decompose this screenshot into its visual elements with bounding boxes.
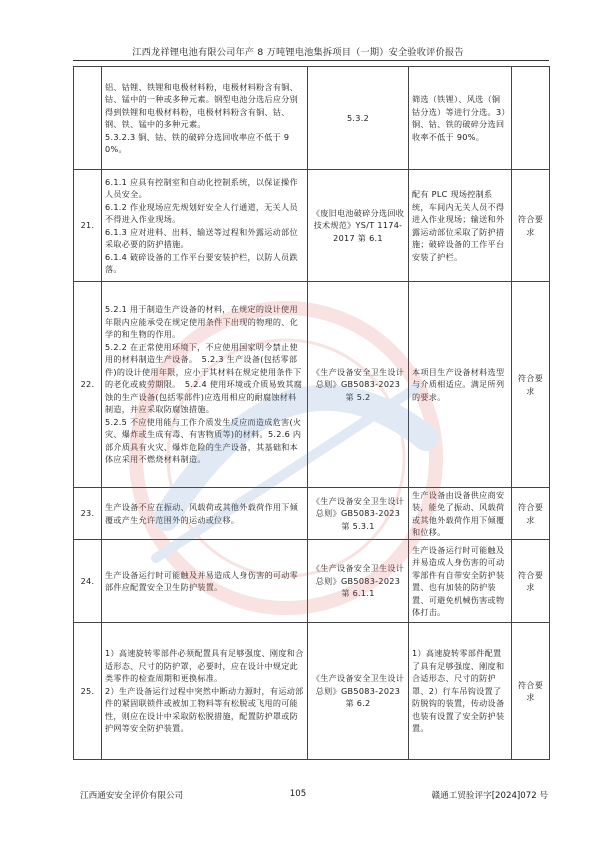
standard-cell [308, 170, 409, 282]
page-number: 105 [289, 789, 307, 799]
standard-cell [308, 67, 409, 170]
item-number [74, 67, 102, 170]
standard-cell [308, 540, 409, 623]
evaluation-table [73, 66, 550, 760]
standard-reference: 《生产设备安全卫生设计总则》GB5083-2023 第 6.2 [311, 673, 405, 709]
requirement-paragraph: 6.1.3 应对进料、出料、输送等过程和外露运动部位采取必要的防护措施。 [105, 226, 298, 249]
table-row [74, 540, 550, 623]
result-cell: 符合要求 [512, 488, 550, 540]
table-row [74, 623, 550, 760]
actual-situation-cell [409, 170, 512, 282]
requirement-cell [102, 488, 308, 540]
requirement-paragraph: 生产设备不应在振动、风载荷或其他外载荷作用下倾覆或产生允许范围外的运动或位移。 [105, 502, 299, 525]
actual-situation-cell [409, 540, 512, 623]
situation-paragraph: 本项目生产设备材料选型与介质相适应。满足所列的要求。 [412, 366, 505, 402]
requirement-paragraph: 2）生产设备运行过程中突然中断动力源时，有运动部件的紧固联锁件或被加工物料等有松脱或飞甩的可能性，则应在设计中采取防松脱措施，配置防护罩或防护网等安全防护装置。 [105, 685, 304, 734]
table-row [74, 488, 550, 540]
requirement-paragraph: 6.1.2 作业现场应先规划好安全人行通道，无关人员不得进入作业现场。 [105, 201, 298, 224]
situation-paragraph: 生产设备运行时可能触及并易造成人身伤害的可动零部件有自带安全防护装置、也有加装的防护装置、可避免机械伤害或物体打击。 [412, 544, 505, 617]
requirement-paragraph: 铝、钴锂、铁锂和电极材料粉，电极材料粉含有铜、钴、锰中的一种或多种元素。钢型电池分选后应分别得到铁锂和电极材料粉，电极材料粉含有铜、钴、钢、铁、锰中的多种元素。 [105, 81, 299, 129]
requirement-paragraph: 6.1.4 破碎设备的工作平台要安装护栏，以防人员跌落。 [105, 251, 298, 274]
standard-reference: 《生产设备安全卫生设计总则》GB5083-2023 第 5.3.1 [311, 495, 405, 531]
table-row [74, 282, 550, 488]
requirement-cell [102, 540, 308, 623]
requirement-cell [102, 282, 308, 488]
table-row [74, 170, 550, 282]
page-header: 江西龙祥锂电池有限公司年产 8 万吨锂电池集拆项目（一期）安全验收评价报告 [132, 47, 464, 58]
requirement-paragraph: 5.2.5 不应使用能与工作介质发生反应而造成危害(火灾、爆炸或生成有毒、有害物质等)的材料。5.2.6 内部介质具有火灾、爆炸危险的生产设备，其基础和本体应采用不燃烧材料制造。 [105, 416, 302, 465]
header-rule [73, 60, 549, 61]
result-cell [512, 67, 550, 170]
standard-cell [308, 282, 409, 488]
actual-situation-cell [409, 282, 512, 488]
item-number: 22. [74, 282, 102, 488]
standard-reference: 《生产设备安全卫生设计总则》GB5083-2023 第 5.2 [311, 366, 405, 402]
situation-paragraph: 生产设备由设备供应商安装，能免了振动、风载荷或其他外载荷作用下倾覆和位移。 [412, 489, 505, 537]
requirement-paragraph: 5.2.1 用于制造生产设备的材料，在规定的设计使用年限内应能承受在规定使用条件下出现的物理的、化学的和生物的作用。 [105, 304, 299, 340]
standard-reference: 《生产设备安全卫生设计总则》GB5083-2023 第 6.1.1 [311, 563, 405, 599]
situation-paragraph: 筛选（铁锂）、风选（铜钴分选）等进行分选。3）铜、钴、铁的破碎分选回收率不低于 90%。 [412, 94, 506, 142]
item-number: 21. [74, 170, 102, 282]
requirement-paragraph: 6.1.1 应具有控制室和自动化控制系统，以保证操作人员安全。 [105, 176, 298, 199]
requirement-paragraph: 生产设备运行时可能触及并易造成人身伤害的可动零部件应配置安全卫生防护装置。 [105, 569, 299, 592]
standard-reference: 5.3.2 [346, 112, 370, 123]
actual-situation-cell [409, 488, 512, 540]
situation-paragraph: 配有 PLC 现场控制系统，车间内无关人员不得进入作业现场；输送和外露运动部位采取了防护措施；破碎设备的工作平台安装了护栏。 [412, 189, 505, 262]
actual-situation-cell [409, 623, 512, 760]
requirement-cell [102, 67, 308, 170]
requirement-paragraph: 1）高速旋转零部件必须配置具有足够强度、刚度和合适形态、尺寸的防护罩，必要时，应在设计中规定此类零件的检查周期和更换标准。 [105, 648, 304, 684]
standard-cell [308, 488, 409, 540]
situation-paragraph: 1）高速旋转零部件配置了具有足够强度、刚度和合适形态、尺寸的防护罩、2）行车吊钩设置了防脱钩的装置，传动设备也装有设置了安全防护装置。 [412, 648, 505, 734]
item-number: 23. [74, 488, 102, 540]
table-row [74, 67, 550, 170]
standard-cell [308, 623, 409, 760]
item-number: 25. [74, 623, 102, 760]
requirement-paragraph: 5.3.2.3 铜、钴、铁的破碎分选回收率应不低于 90%。 [105, 131, 290, 154]
standard-reference: 《废旧电池破碎分选回收技术规范》YS/T 1174-2017 第 6.1 [311, 207, 405, 243]
report-number: 赣通工贸验评字[2024]072 号 [431, 791, 548, 801]
result-cell: 符合要求 [512, 540, 550, 623]
actual-situation-cell [409, 67, 512, 170]
requirement-paragraph: 5.2.2 在正常使用环境下，不应使用国家明令禁止使用的材料制造生产设备。 5.2.3 生产设备(包括零部件)的设计使用年限，应小于其材料在规定使用条件下的老化或疲劳期限。 5.2.4 使用环境或介质易致其腐蚀的生产设备(包括零部件)应选用相应的耐腐蚀材料制造，并应采取防腐蚀措施。 [105, 341, 303, 415]
item-number: 24. [74, 540, 102, 623]
requirement-cell [102, 170, 308, 282]
footer-company: 江西通安安全评价有限公司 [80, 791, 184, 801]
result-cell: 符合要求 [512, 623, 550, 760]
result-cell: 符合要求 [512, 282, 550, 488]
requirement-cell [102, 623, 308, 760]
result-cell: 符合要求 [512, 170, 550, 282]
